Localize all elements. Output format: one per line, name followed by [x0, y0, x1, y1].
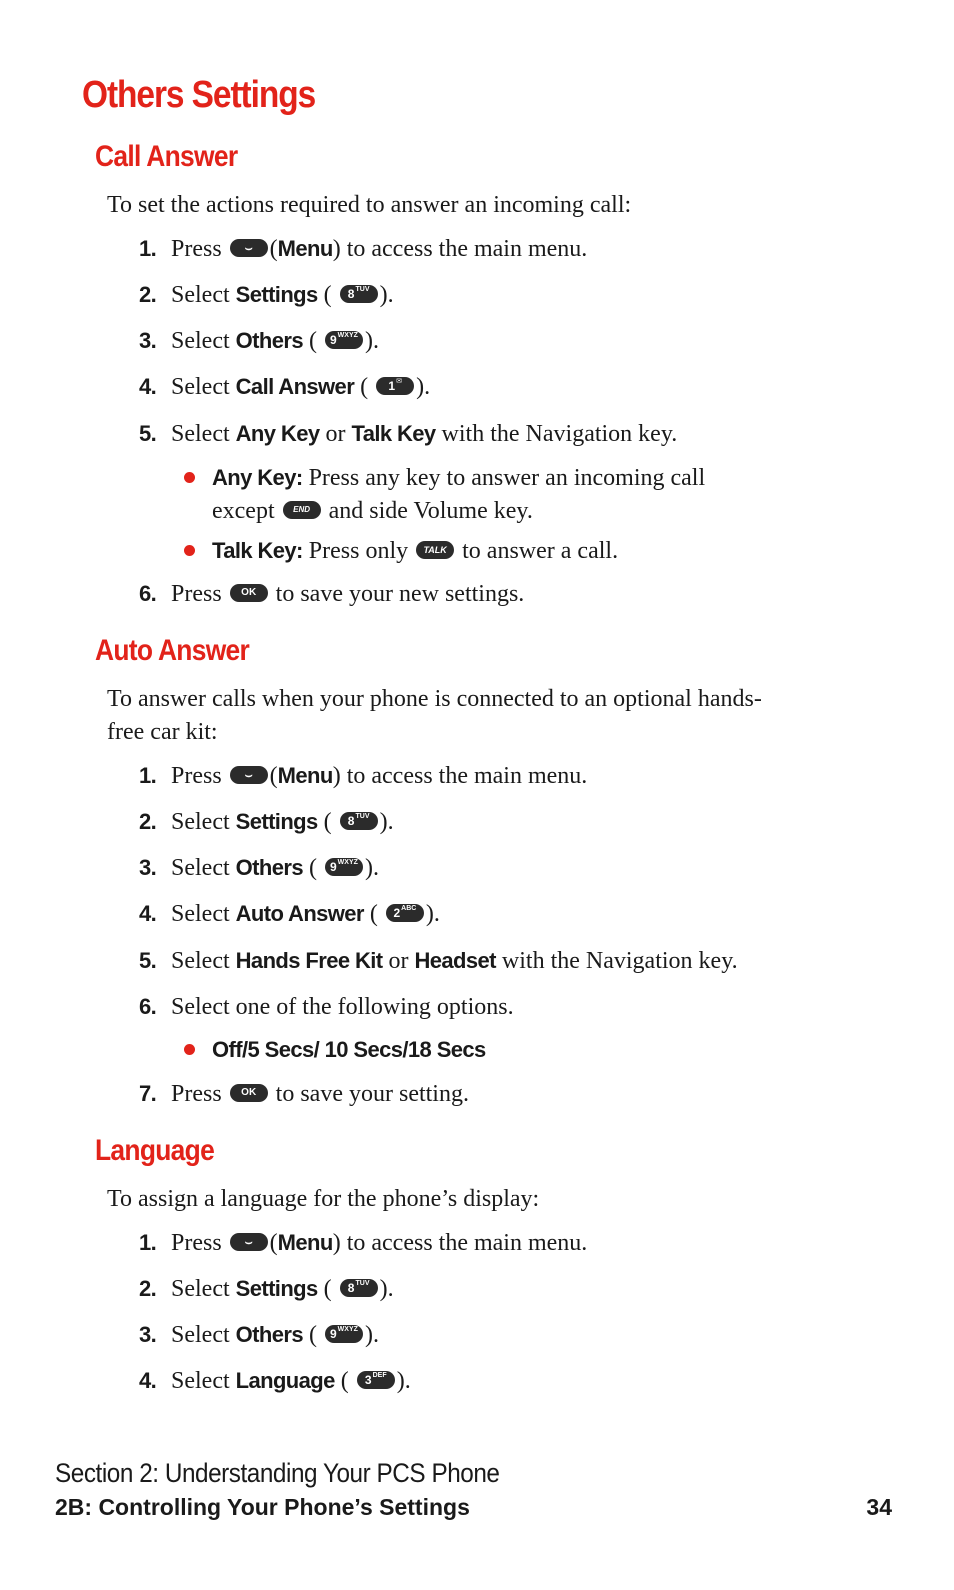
- bullet-text: and side Volume key.: [328, 498, 533, 524]
- step-text: Select: [171, 809, 230, 835]
- language-step-2: 2. Select Settings ( $8^{TUV}$ ).: [139, 1276, 394, 1302]
- page-title: Others Settings: [82, 74, 316, 116]
- step-number: 6.: [139, 581, 157, 606]
- step-text: Select: [171, 1322, 230, 1348]
- step-text: ) to access the main menu.: [332, 1230, 588, 1256]
- auto-answer-step-1: 1. Press ⌣ (Menu) to access the main menu.: [139, 763, 588, 789]
- step-number: 3.: [139, 1322, 157, 1347]
- settings-label: Settings: [235, 809, 318, 834]
- step-text: Select one of the following options.: [171, 994, 514, 1020]
- language-label: Language: [235, 1368, 335, 1393]
- key-1-icon: 1✉: [376, 377, 414, 395]
- auto-answer-step-6: [139, 994, 514, 1021]
- call-answer-intro: To set the actions required to answer an incoming call:: [107, 192, 632, 218]
- auto-answer-step-3: 3. Select Others ( $9^{WXYZ}$ ).: [139, 855, 379, 881]
- page-number: 34: [866, 1494, 892, 1520]
- auto-answer-label: Auto Answer: [235, 901, 364, 926]
- auto-answer-intro: To answer calls when your phone is connected to an optional hands-free car kit:: [107, 686, 762, 745]
- step-number: 7.: [139, 1081, 157, 1106]
- key-2-icon: $2^{ABC}$: [386, 904, 424, 922]
- key-9-icon: $9^{WXYZ}$: [325, 331, 363, 349]
- step-text: Select: [171, 1276, 230, 1302]
- auto-answer-step-5: [139, 948, 738, 975]
- step-number: 2.: [139, 282, 157, 307]
- step-text: with the Navigation key.: [441, 421, 678, 447]
- call-answer-heading: Call Answer: [95, 140, 238, 173]
- bullet-text: Press only: [308, 538, 409, 564]
- step-number: 5.: [139, 948, 157, 973]
- any-key-bullet: [186, 461, 766, 528]
- step-text: ) to access the main menu.: [332, 236, 588, 262]
- talk-key-bullet: [186, 534, 766, 568]
- talk-key-icon: TALK: [416, 541, 454, 559]
- step-text: with the Navigation key.: [501, 948, 738, 974]
- step-number: 4.: [139, 901, 157, 926]
- menu-label: Menu: [277, 1230, 333, 1255]
- call-answer-label: Call Answer: [235, 374, 355, 399]
- call-answer-step-3: 3. Select Others ( $9^{WXYZ}$ ).: [139, 328, 379, 354]
- step-number: 4.: [139, 374, 157, 399]
- step-text: Select: [171, 374, 230, 400]
- step-text: ) to access the main menu.: [332, 763, 588, 789]
- step-text: or: [325, 421, 346, 447]
- call-answer-step-4: 4. Select Call Answer ( 1✉ ).: [139, 374, 431, 400]
- auto-answer-step-7: [139, 1081, 469, 1108]
- step-number: 3.: [139, 328, 157, 353]
- menu-key-icon: ⌣: [230, 1233, 268, 1251]
- footer-section-title: Section 2: Understanding Your PCS Phone: [55, 1458, 500, 1488]
- key-8-icon: $8^{TUV}$: [340, 285, 378, 303]
- step-text: Select: [171, 855, 230, 881]
- step-text: Select: [171, 328, 230, 354]
- step-number: 1.: [139, 1230, 157, 1255]
- step-text: Select: [171, 1368, 230, 1394]
- step-number: 4.: [139, 1368, 157, 1393]
- step-number: 2.: [139, 809, 157, 834]
- others-label: Others: [235, 328, 303, 353]
- bullet-dot-icon: [184, 472, 195, 483]
- headset-label: Headset: [414, 948, 496, 973]
- menu-label: Menu: [277, 236, 333, 261]
- step-number: 1.: [139, 763, 157, 788]
- ok-key-icon: OK: [230, 584, 268, 602]
- call-answer-step-5: [139, 421, 677, 448]
- auto-answer-step-4: 4. Select Auto Answer ( $2^{ABC}$ ).: [139, 901, 440, 927]
- step-number: 1.: [139, 236, 157, 261]
- talk-key-label: Talk Key: [351, 421, 436, 446]
- step-text: Press: [171, 763, 222, 789]
- ok-key-icon: OK: [230, 1084, 268, 1102]
- step-number: 2.: [139, 1276, 157, 1301]
- step-text: to save your new settings.: [275, 581, 525, 607]
- others-label: Others: [235, 855, 303, 880]
- bullet-label: Talk Key:: [212, 538, 303, 563]
- language-step-4: 4. Select Language ( $3^{DEF}$ ).: [139, 1368, 411, 1394]
- key-8-icon: $8^{TUV}$: [340, 812, 378, 830]
- step-text: Select: [171, 948, 230, 974]
- key-3-icon: $3^{DEF}$: [357, 1371, 395, 1389]
- step-text: to save your setting.: [275, 1081, 469, 1107]
- bullet-dot-icon: [184, 545, 195, 556]
- call-answer-step-2: 2. Select Settings ( $8^{TUV}$ ).: [139, 282, 394, 308]
- step-text: Select: [171, 901, 230, 927]
- language-step-3: 3. Select Others ( $9^{WXYZ}$ ).: [139, 1322, 379, 1348]
- key-9-icon: $9^{WXYZ}$: [325, 1325, 363, 1343]
- menu-key-icon: ⌣: [230, 239, 268, 257]
- settings-label: Settings: [235, 1276, 318, 1301]
- key-9-icon: $9^{WXYZ}$: [325, 858, 363, 876]
- language-heading: Language: [95, 1134, 215, 1167]
- step-number: 5.: [139, 421, 157, 446]
- bullet-label: Any Key:: [212, 465, 303, 490]
- any-key-label: Any Key: [235, 421, 320, 446]
- step-text: Press: [171, 1230, 222, 1256]
- footer-chapter-title: 2B: Controlling Your Phone’s Settings: [55, 1494, 470, 1520]
- bullet-text: to answer a call.: [462, 538, 619, 564]
- step-number: 3.: [139, 855, 157, 880]
- step-text: Press: [171, 236, 222, 262]
- call-answer-step-1: 1. Press ⌣ (Menu) to access the main menu.: [139, 236, 588, 262]
- language-intro: To assign a language for the phone’s display:: [107, 1186, 540, 1212]
- menu-key-icon: ⌣: [230, 766, 268, 784]
- menu-label: Menu: [277, 763, 333, 788]
- auto-answer-heading: Auto Answer: [95, 634, 250, 667]
- step-text: Press: [171, 1081, 222, 1107]
- auto-answer-step-2: 2. Select Settings ( $8^{TUV}$ ).: [139, 809, 394, 835]
- step-text: Select: [171, 421, 230, 447]
- language-step-1: 1. Press ⌣ (Menu) to access the main menu.: [139, 1230, 588, 1256]
- timing-options-bullet: [186, 1033, 766, 1067]
- settings-label: Settings: [235, 282, 318, 307]
- bullet-text: Press any key to answer an incoming call except: [212, 465, 706, 524]
- others-label: Others: [235, 1322, 303, 1347]
- hands-free-kit-label: Hands Free Kit: [235, 948, 383, 973]
- end-key-icon: END: [283, 501, 321, 519]
- timing-options-label: Off/5 Secs/ 10 Secs/18 Secs: [212, 1037, 486, 1062]
- step-text: Press: [171, 581, 222, 607]
- step-text: Select: [171, 282, 230, 308]
- bullet-dot-icon: [184, 1044, 195, 1055]
- key-8-icon: $8^{TUV}$: [340, 1279, 378, 1297]
- step-number: 6.: [139, 994, 157, 1019]
- step-text: or: [388, 948, 409, 974]
- call-answer-step-6: [139, 581, 524, 608]
